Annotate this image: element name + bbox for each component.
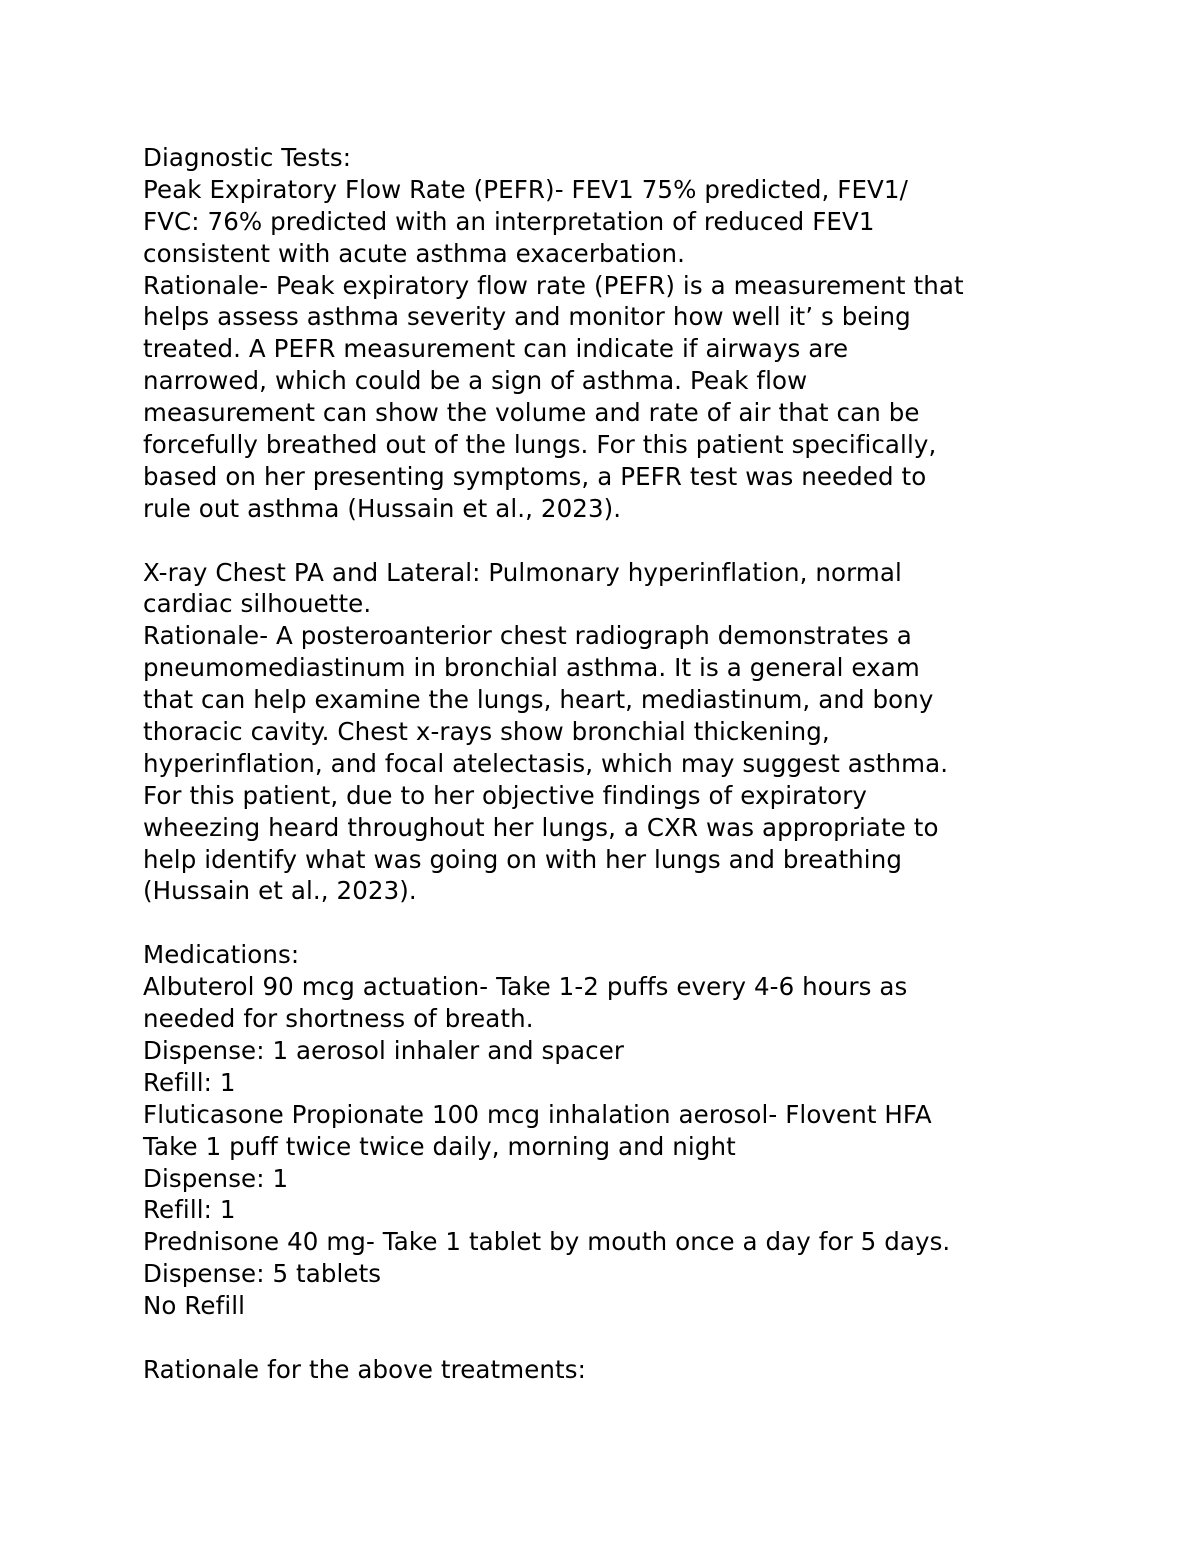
- xray-result-line: cardiac silhouette.: [143, 589, 372, 619]
- pefr-rationale-line: treated. A PEFR measurement can indicate if airways are: [143, 334, 849, 364]
- pefr-rationale-line: rule out asthma (Hussain et al., 2023).: [143, 493, 622, 523]
- medications-section: [143, 939, 1073, 1322]
- pefr-rationale-line: based on her presenting symptoms, a PEFR test was needed to: [143, 461, 927, 491]
- diagnostic-tests-section: [143, 142, 1073, 525]
- xray-result-line: X-ray Chest PA and Lateral: Pulmonary hyperinflation, normal: [143, 557, 902, 587]
- medication-line: Dispense: 5 tablets: [143, 1259, 382, 1289]
- medication-line: Take 1 puff twice twice daily, morning and night: [143, 1131, 736, 1161]
- pefr-rationale-line: measurement can show the volume and rate of air that can be: [143, 398, 920, 428]
- medication-line: Dispense: 1 aerosol inhaler and spacer: [143, 1035, 625, 1065]
- medication-line: Prednisone 40 mg- Take 1 tablet by mouth once a day for 5 days.: [143, 1227, 951, 1257]
- treatment-rationale-section: [143, 1354, 1073, 1386]
- xray-section: [143, 557, 1073, 908]
- xray-rationale-line: pneumomediastinum in bronchial asthma. It is a general exam: [143, 653, 920, 683]
- medication-line: Fluticasone Propionate 100 mcg inhalation aerosol- Flovent HFA: [143, 1099, 932, 1129]
- xray-rationale-line: (Hussain et al., 2023).: [143, 876, 417, 906]
- pefr-result-line: Peak Expiratory Flow Rate (PEFR)- FEV1 75% predicted, FEV1/: [143, 174, 908, 204]
- xray-rationale-line: thoracic cavity. Chest x-rays show bronchial thickening,: [143, 717, 830, 747]
- pefr-rationale-line: forcefully breathed out of the lungs. For this patient specifically,: [143, 430, 937, 460]
- medications-heading: Medications:: [143, 940, 300, 970]
- medication-line: Refill: 1: [143, 1195, 236, 1225]
- medication-line: Dispense: 1: [143, 1163, 289, 1193]
- paragraph-spacer: [143, 525, 1073, 557]
- pefr-rationale-line: narrowed, which could be a sign of asthma. Peak flow: [143, 366, 808, 396]
- document-body: [143, 142, 1073, 1386]
- pefr-rationale-line: helps assess asthma severity and monitor how well it’ s being: [143, 302, 911, 332]
- diagnostic-tests-heading: Diagnostic Tests:: [143, 143, 352, 172]
- xray-rationale-line: Rationale- A posteroanterior chest radiograph demonstrates a: [143, 621, 912, 651]
- medication-line: Refill: 1: [143, 1067, 236, 1097]
- xray-rationale-line: that can help examine the lungs, heart, mediastinum, and bony: [143, 685, 934, 715]
- pefr-result-line: FVC: 76% predicted with an interpretation of reduced FEV1: [143, 206, 875, 236]
- pefr-rationale-line: Rationale- Peak expiratory flow rate (PEFR) is a measurement that: [143, 270, 964, 300]
- treatment-rationale-heading: Rationale for the above treatments:: [143, 1354, 586, 1384]
- xray-rationale-line: hyperinflation, and focal atelectasis, which may suggest asthma.: [143, 748, 949, 778]
- xray-rationale-line: help identify what was going on with her lungs and breathing: [143, 844, 902, 874]
- medication-line: needed for shortness of breath.: [143, 1004, 534, 1034]
- xray-rationale-line: For this patient, due to her objective findings of expiratory: [143, 780, 867, 810]
- medication-line: Albuterol 90 mcg actuation- Take 1-2 puffs every 4-6 hours as: [143, 972, 908, 1002]
- pefr-result-line: consistent with acute asthma exacerbation.: [143, 238, 686, 268]
- xray-rationale-line: wheezing heard throughout her lungs, a CXR was appropriate to: [143, 812, 939, 842]
- paragraph-spacer: [143, 1322, 1073, 1354]
- medication-line: No Refill: [143, 1291, 246, 1321]
- paragraph-spacer: [143, 907, 1073, 939]
